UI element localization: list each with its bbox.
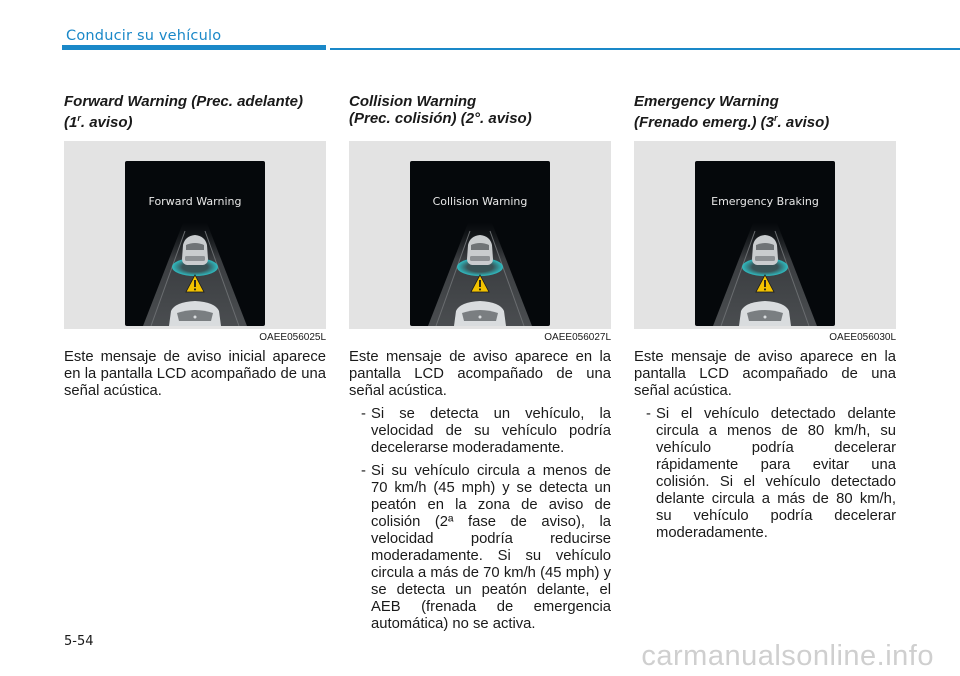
cluster-display (410, 161, 550, 326)
road-scene-illustration (125, 161, 265, 326)
figure-emergency-warning (634, 141, 896, 329)
header-rule-thick (62, 45, 326, 50)
figure-code: OAEE056025L (259, 332, 326, 343)
bullet-dash: - (646, 406, 651, 422)
figure-code: OAEE056030L (829, 332, 896, 343)
page-number: 5-54 (64, 634, 94, 649)
watermark: carmanualsonline.info (641, 640, 934, 672)
bullet-item (646, 406, 896, 542)
paragraph: Este mensaje de aviso inicial aparece en la pantalla LCD acompañado de una señal acústica. (64, 349, 326, 399)
lead-car-icon (182, 235, 208, 265)
screen-label: Emergency Braking (711, 195, 819, 208)
bullet-dash: - (361, 406, 366, 422)
bullet-item (361, 406, 611, 457)
column-emergency-warning (634, 93, 896, 542)
bullet-text: Si se detecta un vehículo, la velocidad de su vehículo podría decelerarse moderadamente. (371, 406, 611, 456)
bullet-dash: - (361, 463, 366, 479)
heading-emergency-warning: Emergency Warning (Frenado emerg.) (3$^r$. aviso) (634, 93, 830, 131)
column-collision-warning (349, 93, 611, 633)
figure-code: OAEE056027L (544, 332, 611, 343)
header-rule-thin (330, 48, 960, 50)
bullet-text: Si el vehículo detectado delante circula a menos de 80 km/h, su vehículo podría decelerar rápidamente para evitar una colisión. Si el vehículo detectado delante circula a más de 80 km/h, su vehículo podría decelerar moderadamente. (656, 406, 896, 541)
paragraph: Este mensaje de aviso aparece en la pantalla LCD acompañado de una señal acústica. (349, 349, 611, 399)
heading-forward-warning: Forward Warning (Prec. adelante) (1$^r$. aviso) (64, 93, 303, 131)
heading-collision-warning: Collision Warning (Prec. colisión) (2°. aviso) (349, 93, 532, 127)
road-scene-illustration (695, 161, 835, 326)
screen-label: Forward Warning (148, 195, 242, 208)
bullet-text: Si su vehículo circula a menos de 70 km/h (45 mph) y se detecta un peatón en la zona de aviso de colisión (2ª fase de aviso), la velocidad podría reducirse moderadamente. Si su vehículo circula a más de 70 km/h (45 mph) y se detecta un peatón delante, el AEB (frenada de emergencia automática) no se activa. (371, 463, 611, 632)
figure-forward-warning (64, 141, 326, 329)
cluster-display (695, 161, 835, 326)
paragraph: Este mensaje de aviso aparece en la pantalla LCD acompañado de una señal acústica. (634, 349, 896, 399)
figure-collision-warning (349, 141, 611, 329)
lead-car-icon (467, 235, 493, 265)
section-title: Conducir su vehículo (66, 28, 222, 44)
bullet-item (361, 463, 611, 633)
cluster-display (125, 161, 265, 326)
screen-label: Collision Warning (432, 195, 528, 208)
road-scene-illustration (410, 161, 550, 326)
lead-car-icon (752, 235, 778, 265)
column-forward-warning (64, 93, 326, 400)
